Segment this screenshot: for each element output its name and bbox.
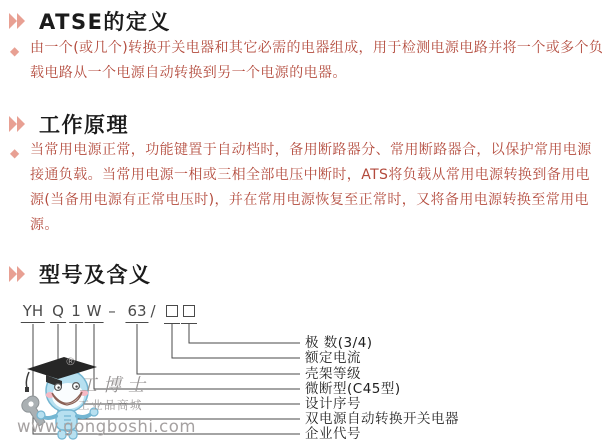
diagram-label-enterprise: 企业代号 xyxy=(305,426,361,442)
paragraph-line: 源。 xyxy=(30,217,59,233)
chevron-double-right-icon xyxy=(8,266,28,282)
section-heading-atse-definition xyxy=(8,6,171,36)
paragraph-line: 载电路从一个电源自动转换到另一个电源的电器。 xyxy=(30,65,347,81)
model-code-frame: 63 xyxy=(125,302,148,323)
chevron-double-right-icon xyxy=(8,13,28,29)
model-code-enterprise: YH xyxy=(21,302,45,323)
section-title: 型号及含义 xyxy=(39,263,152,287)
paragraph-line: 接通负载。当常用电源一相或三相全部电压中断时，ATS将负载从常用电源转换到备用电 xyxy=(30,167,590,183)
registered-trademark-icon: ® xyxy=(65,355,76,368)
diamond-bullet-icon: ◆ xyxy=(10,146,20,160)
diagram-label-design-no: 设计序号 xyxy=(305,396,361,412)
placeholder-square-icon xyxy=(166,305,178,317)
section-heading-model-meaning xyxy=(8,259,152,289)
watermark-url-text: www.gongboshi.com xyxy=(17,417,196,436)
placeholder-square-icon xyxy=(183,305,195,317)
diagram-label-breaker: 微断型(C45型) xyxy=(305,381,401,397)
diagram-label-frame: 壳架等级 xyxy=(305,366,361,382)
model-code-current-placeholder xyxy=(164,302,180,324)
model-code-poles-placeholder xyxy=(181,302,197,324)
paragraph-line: 当常用电源正常，功能键置于自动档时，备用断路器分、常用断路器合，以保护常用电源 xyxy=(30,142,592,158)
diagram-label-ats: 双电源自动转换开关电器 xyxy=(305,411,459,427)
definition-paragraph xyxy=(30,36,603,86)
section-heading-working-principle xyxy=(8,109,129,139)
diamond-bullet-icon: ◆ xyxy=(10,44,20,58)
watermark-brand-text: 工博士 xyxy=(79,375,151,396)
watermark-tagline-text: 工业品商城 xyxy=(78,398,143,412)
diagram-label-current: 额定电流 xyxy=(305,350,361,366)
principle-paragraph xyxy=(30,138,592,238)
section-title: 工作原理 xyxy=(39,113,129,137)
model-code-slash: / xyxy=(150,302,156,320)
section-title: ATSE的定义 xyxy=(39,10,171,34)
diagram-label-poles: 极 数(3/4) xyxy=(305,335,373,351)
paragraph-line: 源(当备用电源有正常电压时)，并在常用电源恢复至正常时，又将备用电源转换至常用电 xyxy=(30,192,589,208)
model-code-breaker: W xyxy=(85,302,104,323)
model-code-type: Q xyxy=(50,302,66,323)
model-code-design-no: 1 xyxy=(69,302,83,323)
model-code-dash: – xyxy=(108,302,116,320)
paragraph-line: 由一个(或几个)转换开关电器和其它必需的电器组成，用于检测电源电路并将一个或多个负 xyxy=(30,40,604,56)
chevron-double-right-icon xyxy=(8,116,28,132)
